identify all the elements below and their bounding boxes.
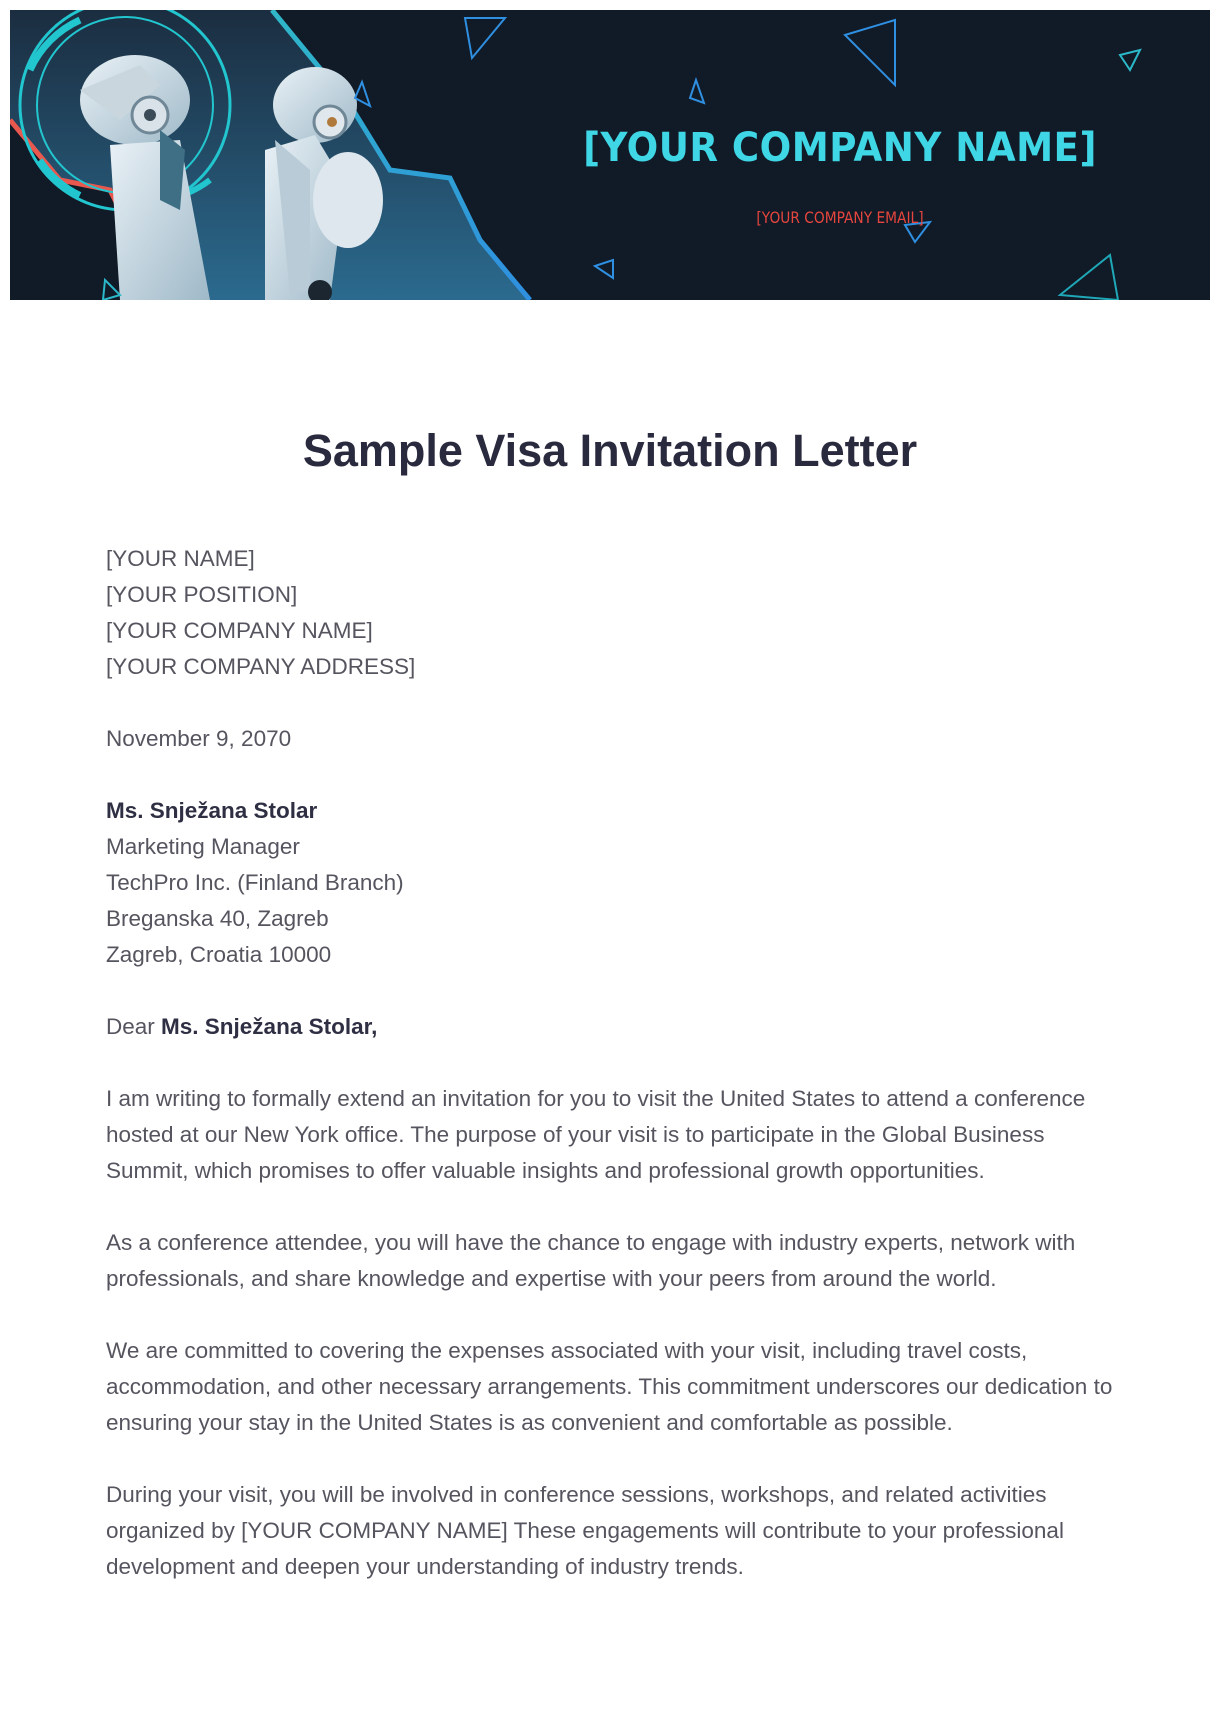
- paragraph-activities: During your visit, you will be involved in conference sessions, workshops, and related activities organized by [YOUR COMPANY NAME] These engagements will contribute to your professional development and deepen your understanding of industry trends.: [106, 1482, 1064, 1579]
- letter-date: November 9, 2070: [106, 726, 292, 751]
- recipient-name: Ms. Snježana Stolar: [106, 798, 318, 823]
- document-title: Sample Visa Invitation Letter: [302, 425, 918, 476]
- company-name: [YOUR COMPANY NAME]: [583, 125, 1097, 171]
- company-email: [YOUR COMPANY EMAIL]: [756, 208, 924, 227]
- paragraph-expenses: We are committed to covering the expenses associated with your visit, including travel costs, accommodation, and other necessary arrangements. This commitment underscores our dedication to ensuring your stay in the United States is as convenient and comfortable as possible.: [106, 1338, 1113, 1435]
- sender-name: [YOUR NAME]: [106, 546, 255, 571]
- paragraph-attendee: As a conference attendee, you will have the chance to engage with industry experts, network with professionals, and share knowledge and expertise with your peers from around the world.: [106, 1230, 1076, 1291]
- sender-position: [YOUR POSITION]: [106, 582, 298, 607]
- date-block: [106, 721, 1116, 757]
- recipient-block: [106, 793, 1116, 973]
- recipient-address-line1: Breganska 40, Zagreb: [106, 906, 329, 931]
- recipient-company: TechPro Inc. (Finland Branch): [106, 870, 404, 895]
- sender-company: [YOUR COMPANY NAME]: [106, 618, 373, 643]
- sender-address: [YOUR COMPANY ADDRESS]: [106, 654, 416, 679]
- letter-body: [106, 541, 1116, 1621]
- salutation: [106, 1009, 1116, 1045]
- paragraph-invitation: I am writing to formally extend an invitation for you to visit the United States to attend a conference hosted at our New York office. The purpose of your visit is to participate in the Global Business Summit, which promises to offer valuable insights and professional growth opportunities.: [106, 1086, 1086, 1183]
- header-banner: [10, 10, 1210, 300]
- recipient-address-line2: Zagreb, Croatia 10000: [106, 942, 332, 967]
- salutation-prefix: Dear: [106, 1014, 162, 1039]
- salutation-name: Ms. Snježana Stolar,: [161, 1014, 378, 1039]
- recipient-title: Marketing Manager: [106, 834, 300, 859]
- sender-block: [106, 541, 1116, 685]
